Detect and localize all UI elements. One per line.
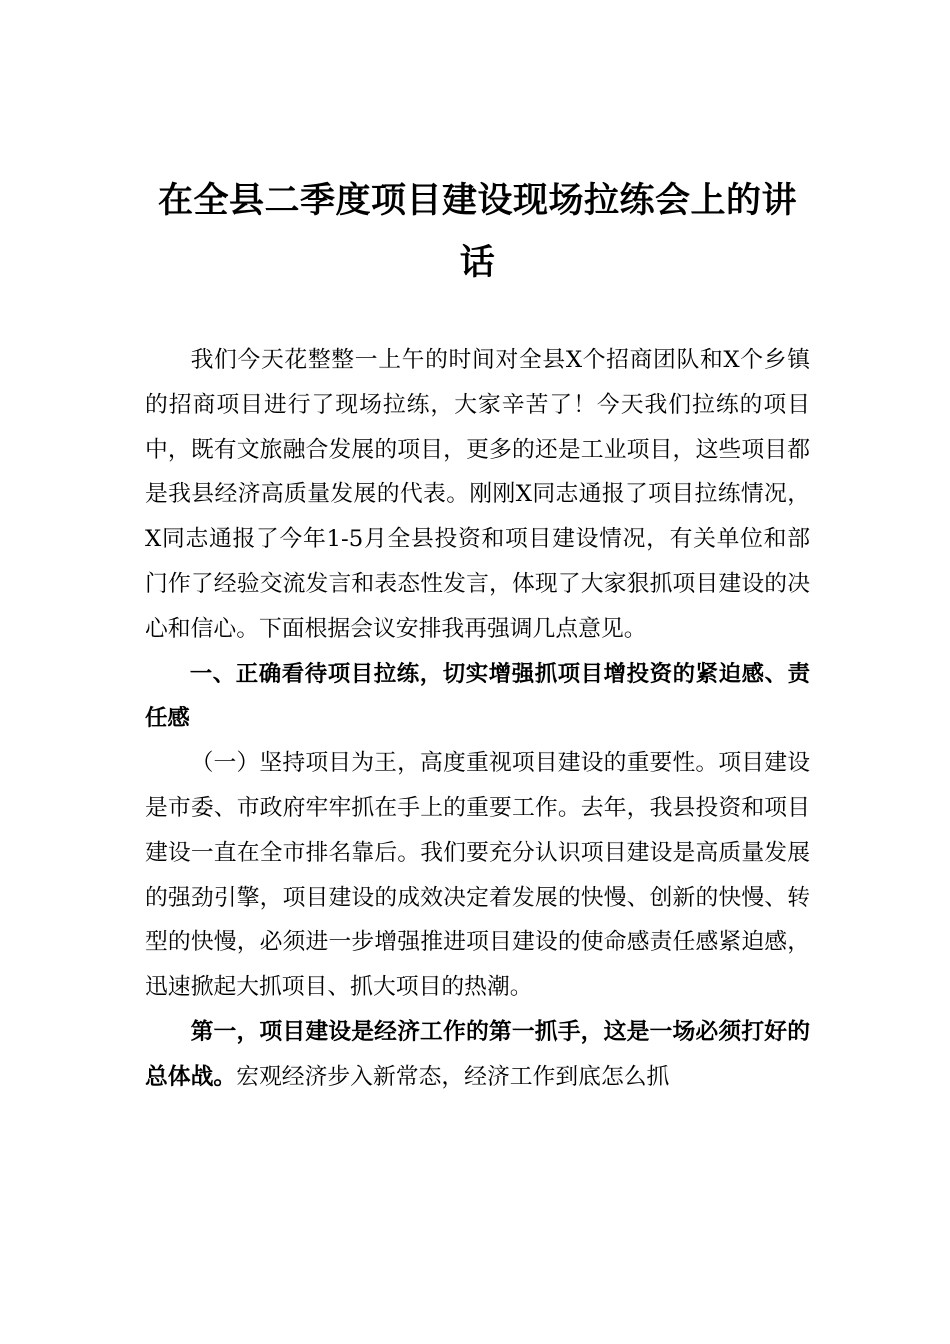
document-body: [145, 338, 810, 1100]
point-paragraph-1: [145, 1010, 810, 1100]
point-1-text: 宏观经济步入新常态，经济工作到底怎么抓: [236, 1063, 670, 1090]
subsection-paragraph-1: （一）坚持项目为王，高度重视项目建设的重要性。项目建设是市委、市政府牢牢抓在手上的重要工作。去年，我县投资和项目建设一直在全市排名靠后。我们要充分认识项目建设是高质量发展的强劲引擎，项目建设的成效决定着发展的快慢、创新的快慢、转型的快慢，必须进一步增强推进项目建设的使命感责任感紧迫感，迅速掀起大抓项目、抓大项目的热潮。: [145, 750, 810, 1001]
intro-paragraph: 我们今天花整整一上午的时间对全县X个招商团队和X个乡镇的招商项目进行了现场拉练，大家辛苦了！今天我们拉练的项目中，既有文旅融合发展的项目，更多的还是工业项目，这些项目都是我县经济高质量发展的代表。刚刚X同志通报了项目拉练情况，X同志通报了今年1-5月全县投资和项目建设情况，有关单位和部门作了经验交流发言和表态性发言，体现了大家狠抓项目建设的决心和信心。下面根据会议安排我再强调几点意见。: [145, 347, 810, 642]
section-heading-1: 一、正确看待项目拉练，切实增强抓项目增投资的紧迫感、责任感: [145, 660, 810, 732]
point-1-bold-lead: 第一，项目建设是经济工作的第一抓手，这是一场必须打好的总体战。: [145, 1018, 810, 1090]
document-title: 在全县二季度项目建设现场拉练会上的讲话: [157, 181, 797, 283]
